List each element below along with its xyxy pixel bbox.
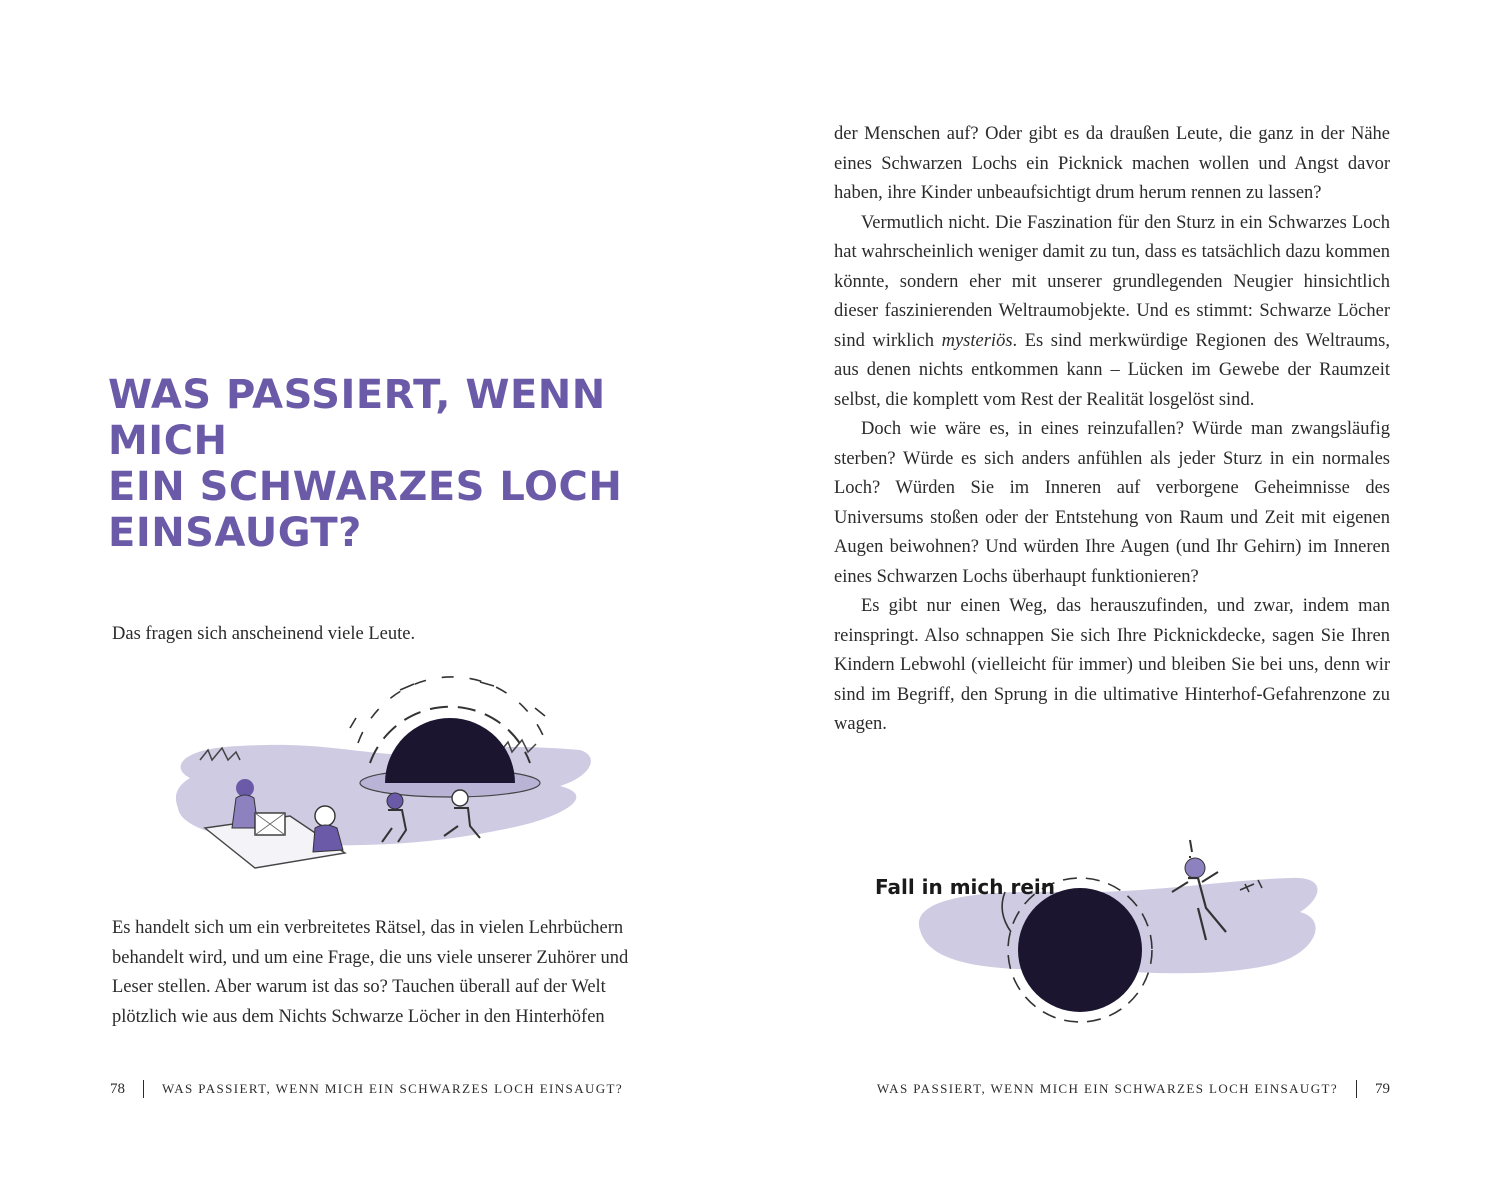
title-line-1: WAS PASSIERT, WENN MICH — [108, 372, 606, 464]
title-line-3: EINSAUGT? — [108, 510, 362, 556]
right-footer — [877, 1080, 1390, 1098]
paragraph-1: der Menschen auf? Oder gibt es da draußen Leute, die ganz in der Nähe eines Schwarzen Lochs ein Picknick machen wollen und Angst davor haben, ihre Kinder unbeaufsichtigt drum herum rennen zu lassen? — [834, 124, 1390, 203]
emphasis-mysterioes: mysteriös — [941, 330, 1013, 351]
paragraph-2 — [834, 209, 1390, 416]
paragraph-2-end: . Es sind merkwürdige Regionen des Weltraums, aus denen nichts entkommen kann – Lücken im Gewebe der Raumzeit selbst, die komplett vom Rest der Realität losgelöst sind. — [834, 330, 1390, 410]
title-line-2: EIN SCHWARZES LOCH — [108, 464, 623, 510]
footer-separator — [1356, 1080, 1357, 1098]
right-body-text — [834, 120, 1390, 740]
right-page — [750, 0, 1500, 1195]
picnic-black-hole-illustration — [40, 668, 710, 898]
chapter-title — [108, 372, 708, 556]
speech-caption: Fall in mich rein — [875, 875, 1055, 899]
falling-person-illustration — [770, 820, 1470, 1040]
continuation-text: Es handelt sich um ein verbreitetes Rätsel, das in vielen Lehrbüchern behandelt wird, und um eine Frage, die uns viele unserer Zuhörer und Leser stellen. Aber warum ist das so? Tauchen überall auf der Welt plötzlich wie aus dem Nichts Schwarze Löcher in den Hinterhöfen — [112, 918, 629, 1027]
falling-illustration-svg — [770, 820, 1470, 1040]
intro-paragraph: Das fragen sich anscheinend viele Leute. — [112, 624, 416, 644]
paragraph-3: Doch wie wäre es, in eines reinzufallen? Würde man zwangsläufig sterben? Würde es sich anders anfühlen als jeder Sturz in ein normales Loch? Würden Sie im Inneren auf verborgene Geheimnisse des Universums stoßen oder der Entstehung von Raum und Zeit mit eigenen Augen beiwohnen? Und würden Ihre Augen (und Ihr Gehirn) im Inneren eines Schwarzen Lochs überhaupt funktionieren? — [834, 419, 1390, 587]
left-continuation-paragraph — [112, 914, 668, 1032]
running-head-left: WAS PASSIERT, WENN MICH EIN SCHWARZES LOCH EINSAUGT? — [162, 1081, 624, 1096]
paragraph-4: Es gibt nur einen Weg, das herauszufinden, und zwar, indem man reinspringt. Also schnappen Sie sich Ihre Picknickdecke, sagen Sie Ihren Kindern Lebwohl (vielleicht für immer) und bleiben Sie bei uns, denn wir sind im Begriff, den Sprung in die ultimative Hinterhof-Gefahrenzone zu wagen. — [834, 596, 1390, 734]
running-head-right: WAS PASSIERT, WENN MICH EIN SCHWARZES LOCH EINSAUGT? — [876, 1081, 1338, 1096]
page-number-left: 78 — [110, 1080, 125, 1097]
page-number-right: 79 — [1375, 1080, 1390, 1097]
picnic-illustration-svg — [40, 668, 710, 898]
left-footer — [110, 1080, 623, 1098]
paragraph-2-start: Vermutlich nicht. Die Faszination für den Sturz in ein Schwarzes Loch hat wahrscheinlich weniger damit zu tun, dass es tatsächlich dazu kommen könnte, sondern eher mit unserer grundlegenden Neugier hinsichtlich dieser faszinierenden Weltraumobjekte. Und es stimmt: Schwarze Löcher sind wirklich — [834, 212, 1390, 351]
footer-separator — [143, 1080, 144, 1098]
